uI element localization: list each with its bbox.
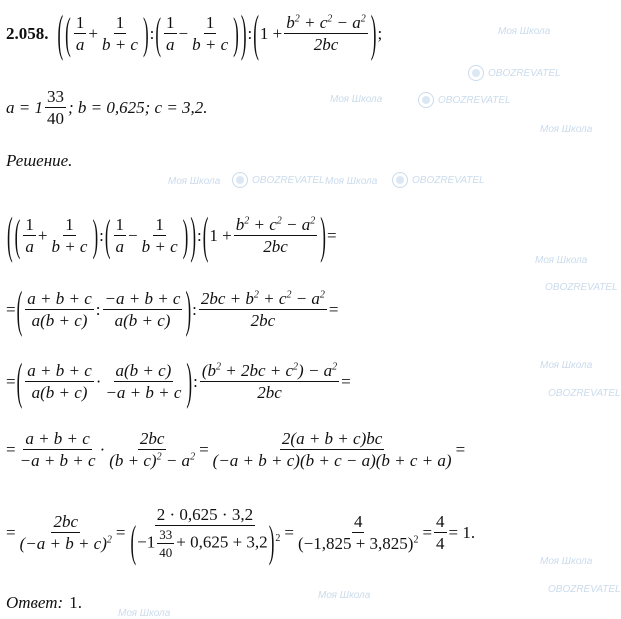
watermark-brand: OBOZREVATEL: [548, 388, 621, 399]
solution-step-3: = ( $\frac{a + b + c}{a(b + c)}$ · $\frac{a(b + c)}{-a + b + c}$ ) : $\frac{(b^2 + 2bc + c^2) - a^2}{2bc}$ =: [6, 353, 351, 410]
problem-expression: 2.058. ( ( $\frac{1}{a}$ + $\frac{1}{b + c}$ ) : ( $\frac{1}{a}$ − $\frac{1}{b + c}$ ) ) : ( 1 + $\frac{b^2 + c^2 - a^2}{2bc}$ ) ;: [6, 5, 383, 62]
watermark-logo-icon: [392, 172, 408, 188]
watermark-brand: OBOZREVATEL: [548, 584, 621, 595]
watermark-brand: OBOZREVATEL: [438, 95, 511, 106]
given-values: [6, 88, 208, 127]
solution-label: Решение.: [6, 151, 73, 170]
watermark-brand: Моя Школа: [498, 26, 551, 37]
watermark-brand: Моя Школа: [540, 360, 593, 371]
watermark-brand: OBOZREVATEL: [412, 175, 485, 186]
watermark-logo-icon: [418, 92, 434, 108]
watermark-brand: Моя Школа: [118, 608, 171, 619]
watermark-brand: Моя Школа: [535, 255, 588, 266]
answer-label: Ответ:: [6, 593, 64, 612]
watermark-logo-icon: [468, 65, 484, 81]
watermark-brand: Моя Школа: [540, 556, 593, 567]
watermark-brand: Моя Школа: [168, 176, 221, 187]
answer: [6, 594, 82, 611]
problem-number: 2.058.: [6, 24, 49, 43]
watermark-brand: OBOZREVATEL: [488, 68, 561, 79]
watermark-brand: Моя Школа: [318, 590, 371, 601]
solution-step-1: ( ( $\frac{1}{a}$ + $\frac{1}{b + c}$ ) : ( $\frac{1}{a}$ − $\frac{1}{b + c}$ ) ) : ( 1 + $\frac{b^2 + c^2 - a^2}{2bc}$ ) =: [7, 207, 337, 264]
solution-step-2: = ( $\frac{a + b + c}{a(b + c)}$ : $\frac{-a + b + c}{a(b + c)}$ ) : $\frac{2bc + b^2 + c^2 - a^2}{2bc}$ =: [6, 281, 339, 338]
watermark-brand: OBOZREVATEL: [545, 282, 618, 293]
solution-step-4: = $\frac{a + b + c}{-a + b + c}$ · $\frac{2bc}{(b + c)^2 - a^2}$ = $\frac{2(a + b + c)bc}{(-a + b + c)(b + c - a)(b + c + a)}$ =: [6, 429, 466, 470]
answer-value: 1.: [69, 593, 82, 612]
watermark-brand: Моя Школа: [540, 124, 593, 135]
watermark-brand: OBOZREVATEL: [252, 175, 325, 186]
watermark-logo-icon: [232, 172, 248, 188]
watermark-brand: Моя Школа: [325, 176, 378, 187]
solution-step-5: = $\frac{2bc}{(-a + b + c)^2}$ = 2 · 0,625 · 3,2 (−1 $\frac{33}{40}$ + 0,625 + 3,2)$^2$ = $\frac{4}{(-1,825 + 3,825)^2}$ = $\frac{4}{4}$ = 1.: [6, 505, 476, 567]
given-a: a = 1: [6, 98, 43, 117]
watermark-brand: Моя Школа: [330, 94, 383, 105]
given-a-numerator: 33: [46, 87, 64, 106]
given-rest: ; b = 0,625; c = 3,2.: [67, 98, 208, 117]
given-a-denominator: 40: [46, 109, 64, 128]
